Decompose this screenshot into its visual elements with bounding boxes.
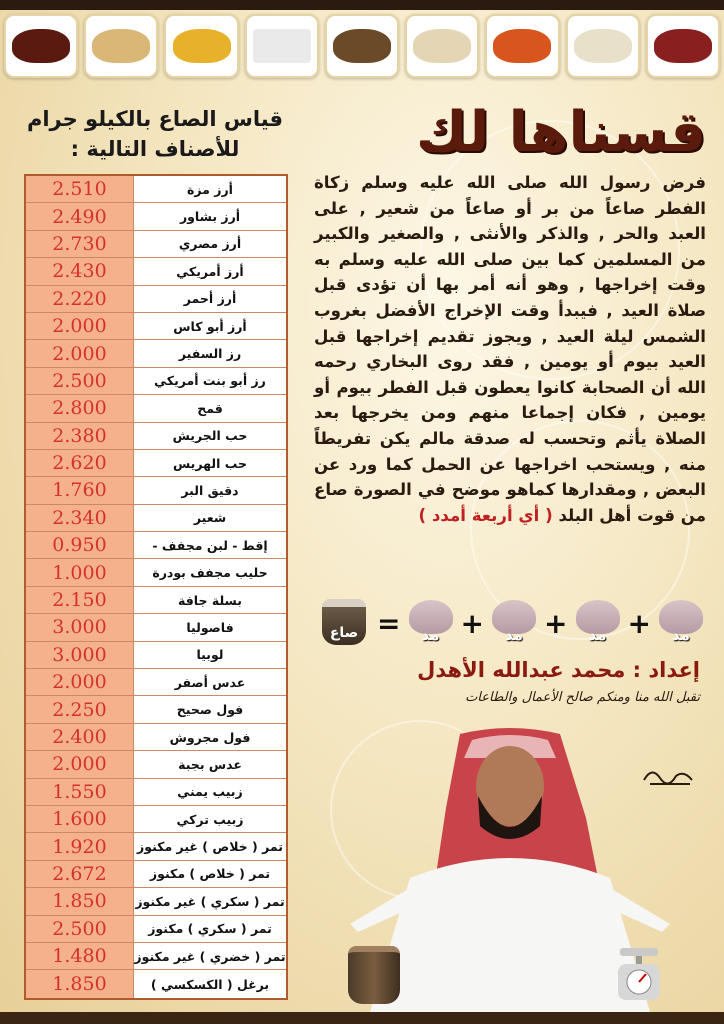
item-name: أرز أمريكي [134,258,286,284]
mudd-label: مد [672,626,690,644]
red-lentils-icon [493,29,551,63]
food-image [646,14,720,78]
dates-icon [12,29,70,63]
plus-sign: + [544,606,568,640]
scale-icon [614,946,664,1002]
semolina-icon [92,29,150,63]
item-name: عدس بجبة [134,751,286,777]
table-row [26,203,286,230]
item-name: تمر ( خلاص ) غير مكنوز [134,833,286,859]
table-row [26,833,286,860]
weight-value: 2.490 [26,203,134,229]
weight-value: 2.672 [26,861,134,887]
table-title: قياس الصاع بالكيلو جرام للأصناف التالية : [26,107,284,161]
table-row [26,861,286,888]
body-paragraph [314,170,706,528]
weight-value: 2.340 [26,505,134,531]
table-row [26,696,286,723]
table-row [26,751,286,778]
item-name: عدس أصفر [134,669,286,695]
weight-value: 3.000 [26,614,134,640]
table-row [26,916,286,943]
food-image [566,14,640,78]
table-row [26,286,286,313]
body-text: فرض رسول الله صلى الله عليه وسلم زكاة الفطر صاعاً من بر أو صاعاً من شعير , على العبد والحر , والذكر والأنثى , والصغير والكبير من المسلمين كما بين صلى الله عليه وسلم به وقت إخراجها , وهو أنه أمر بها أن تؤدى قبل صلاة العيد , فيبدأ وقت الإخراج الأفضل بغروب الشمس ليلة العيد , ويجوز تقديم إخراجها قبل العيد بيوم أو يومين , فقد روى البخاري رحمه الله أن الصحابة كانوا يعطون قبل الفطر بيوم أو يومين , فكان إجماعا منهم ومن يخرجها بعد الصلاة يأثم وتحسب له صدقة مالم يكن تفريطاً منه , ويستحب اخراجها عن الحمل كما ورد عن البعض , ومقدارها كماهو موضح في الصورة صاع من قوت أهل البلد [314,173,706,525]
table-row [26,477,286,504]
item-name: قمح [134,395,286,421]
plus-sign: + [460,606,484,640]
saa-formula [318,596,704,650]
table-row [26,614,286,641]
weight-value: 2.000 [26,313,134,339]
mudd-hands [408,600,454,646]
weight-value: 1.850 [26,970,134,997]
table-row [26,423,286,450]
mudd-hands [658,600,704,646]
weight-value: 2.510 [26,176,134,202]
item-name: أرز مزة [134,176,286,202]
food-image [405,14,479,78]
bottom-border [0,1012,724,1024]
weight-value: 2.500 [26,368,134,394]
weight-value: 2.430 [26,258,134,284]
mudd-hands [575,600,621,646]
weight-value: 2.220 [26,286,134,312]
item-name: تمر ( خضري ) غير مكنوز [134,943,286,969]
item-name: شعير [134,505,286,531]
equals-sign: = [377,606,401,640]
weight-value: 2.000 [26,751,134,777]
table-row [26,340,286,367]
item-name: دقيق البر [134,477,286,503]
weight-value: 1.480 [26,943,134,969]
prayer-text: تقبل الله منا ومنكم صالح الأعمال والطاعات [465,690,700,705]
table-row [26,587,286,614]
item-name: تمر ( خلاص ) مكنوز [134,861,286,887]
weight-value: 2.400 [26,724,134,750]
table-row [26,505,286,532]
flour-icon [574,29,632,63]
yellow-lentils-icon [173,29,231,63]
weight-value: 1.850 [26,888,134,914]
item-name: أرز مصري [134,231,286,257]
weight-value: 2.730 [26,231,134,257]
spices-sack-icon [333,29,391,63]
table-row [26,395,286,422]
table-row [26,313,286,340]
table-row [26,642,286,669]
table-row [26,888,286,915]
body-highlight: ( أي أربعة أمدد ) [418,505,553,525]
table-row [26,231,286,258]
weight-value: 2.000 [26,340,134,366]
saa-label: صاع [329,625,359,641]
saa-basket-icon [348,946,400,1004]
item-name: تمر ( سكري ) غير مكنوز [134,888,286,914]
mudd-label: مد [588,626,607,644]
item-name: حب الجريش [134,423,286,449]
weight-value: 1.600 [26,806,134,832]
weight-value: 0.950 [26,532,134,558]
item-name: أرز أبو كاس [134,313,286,339]
item-name: فول صحيح [134,696,286,722]
measurement-table [24,174,288,1000]
item-name: أرز بشاور [134,203,286,229]
food-image [485,14,559,78]
mudd-label: مد [505,626,523,644]
weight-value: 2.000 [26,669,134,695]
table-row [26,368,286,395]
item-name: زبيب تركي [134,806,286,832]
weight-value: 1.760 [26,477,134,503]
table-row [26,176,286,203]
weight-value: 2.620 [26,450,134,476]
kidney-beans-icon [654,29,712,63]
weight-value: 1.920 [26,833,134,859]
item-name: بسلة جافة [134,587,286,613]
weight-value: 3.000 [26,642,134,668]
item-name: فول مجروش [134,724,286,750]
item-name: أرز أحمر [134,286,286,312]
table-row [26,724,286,751]
author-credit: إعداد : محمد عبدالله الأهدل [417,658,700,682]
item-name: فاصوليا [134,614,286,640]
table-row [26,943,286,970]
food-image [325,14,399,78]
weight-value: 2.380 [26,423,134,449]
weight-value: 2.150 [26,587,134,613]
food-image [164,14,238,78]
item-name: زبيب يمني [134,779,286,805]
table-row [26,779,286,806]
item-name: لوبيا [134,642,286,668]
plus-sign: + [627,606,651,640]
table-row [26,258,286,285]
table-row [26,970,286,997]
sugar-cubes-icon [253,29,311,63]
food-image [84,14,158,78]
page-title: قسناها لك [415,100,706,165]
table-row [26,806,286,833]
weight-value: 2.500 [26,916,134,942]
white-thobe [370,858,650,1012]
table-row [26,450,286,477]
item-name: حب الهريس [134,450,286,476]
item-name: رز أبو بنت أمريكي [134,368,286,394]
mudd-label: مد [421,626,440,644]
mudd-hands [491,600,537,646]
food-image [4,14,78,78]
item-name: تمر ( سكري ) مكنوز [134,916,286,942]
food-image [245,14,319,78]
weight-value: 1.000 [26,559,134,585]
table-row [26,559,286,586]
weight-value: 1.550 [26,779,134,805]
item-name: حليب مجفف بودرة [134,559,286,585]
top-border [0,0,724,10]
food-images-row [0,14,724,80]
table-row [26,669,286,696]
weight-value: 2.250 [26,696,134,722]
item-name: برغل ( الكسكسي ) [134,970,286,997]
table-row [26,532,286,559]
item-name: رز السفير [134,340,286,366]
white-beans-icon [413,29,471,63]
weight-value: 2.800 [26,395,134,421]
saa-container [318,597,370,649]
item-name: إقط - لبن مجفف - [134,532,286,558]
